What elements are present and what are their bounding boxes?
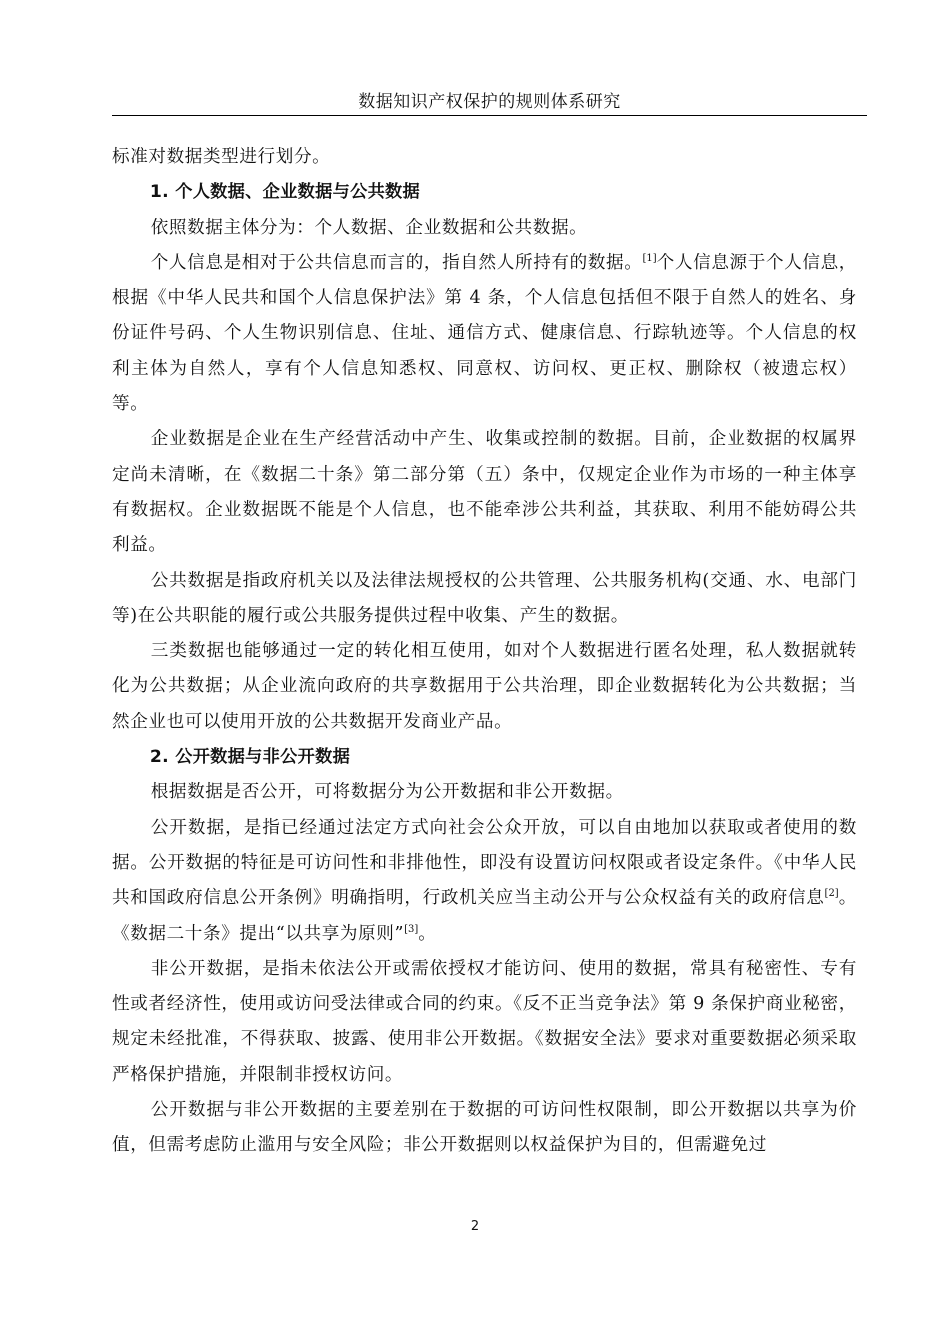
running-header: 数据知识产权保护的规则体系研究 <box>358 92 621 112</box>
section-heading: 1. 个人数据、企业数据与公共数据 <box>149 182 421 203</box>
paragraph: 企业数据是企业在生产经营活动中产生、收集或控制的数据。目前，企业数据的权属界定尚未清晰，在《数据二十条》第二部分第（五）条中，仅规定企业作为市场的一种主体享有数据权。企业数据既不能是个人信息，也不能牵涉公共利益，其获取、利用不能妨碍公共利益。 <box>112 429 857 556</box>
body-text <box>112 140 857 1164</box>
paragraph: 依照数据主体分为：个人数据、企业数据和公共数据。 <box>150 217 588 238</box>
paragraph: 根据数据是否公开，可将数据分为公开数据和非公开数据。 <box>150 782 624 803</box>
paragraph: 非公开数据，是指未依法公开或需依授权才能访问、使用的数据，常具有秘密性、专有性或者经济性，使用或访问受法律或合同的约束。《反不正当竞争法》第 9 条保护商业秘密，规定未经批准，不得获取、披露、使用非公开数据。《数据安全法》要求对重要数据必须采取严格保护措施，并限制非授权访问。 <box>112 958 857 1085</box>
paragraph-text: 。 <box>418 923 437 944</box>
citation-ref: [3] <box>404 923 419 935</box>
paragraph <box>112 246 857 422</box>
header-rule <box>112 115 867 116</box>
paragraph: 三类数据也能够通过一定的转化相互使用，如对个人数据进行匿名处理，私人数据就转化为公共数据；从企业流向政府的共享数据用于公共治理，即企业数据转化为公共数据；当然企业也可以使用开放的公共数据开发商业产品。 <box>112 641 857 732</box>
paragraph-text: 个人信息源于个人信息，根据《中华人民共和国个人信息保护法》第 4 条，个人信息包括但不限于自然人的姓名、身份证件号码、个人生物识别信息、住址、通信方式、健康信息、行踪轨迹等。个人信息的权利主体为自然人，享有个人信息知悉权、同意权、访问权、更正权、删除权（被遗忘权）等。 <box>112 252 858 415</box>
paragraph: 公开数据与非公开数据的主要差别在于数据的可访问性权限制，即公开数据以共享为价值，但需考虑防止滥用与安全风险；非公开数据则以权益保护为目的，但需避免过 <box>112 1100 857 1156</box>
page-number: 2 <box>470 1219 480 1234</box>
citation-ref: [1] <box>642 253 657 265</box>
paragraph-text: 公开数据，是指已经通过法定方式向社会公众开放，可以自由地加以获取或者使用的数据。公开数据的特征是可访问性和非排他性，即没有设置访问权限或者设定条件。《中华人民共和国政府信息公开条例》明确指明，行政机关应当主动公开与公众权益有关的政府信息 <box>112 817 857 909</box>
paragraph-text: 个人信息是相对于公共信息而言的，指自然人所持有的数据。 <box>150 252 643 273</box>
paragraph: 公共数据是指政府机关以及法律法规授权的公共管理、公共服务机构(交通、水、电部门等)在公共职能的履行或公共服务提供过程中收集、产生的数据。 <box>112 570 857 626</box>
citation-ref: [2] <box>824 888 839 900</box>
section-heading: 2. 公开数据与非公开数据 <box>149 747 351 768</box>
paragraph: 标准对数据类型进行划分。 <box>112 147 331 167</box>
paragraph-text: 。《数据二十条》提出“以共享为原则” <box>112 888 857 944</box>
paragraph <box>112 811 857 952</box>
